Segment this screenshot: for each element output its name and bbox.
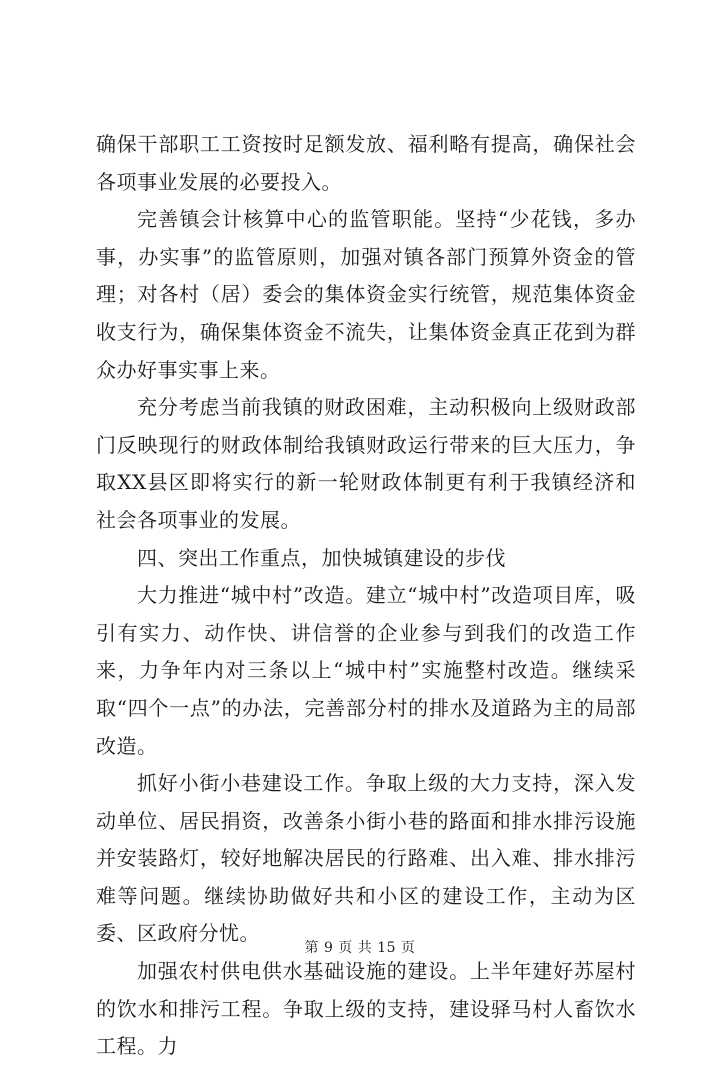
paragraph-6: 加强农村供电供水基础设施的建设。上半年建好苏屋村的饮水和排污工程。争取上级的支持，建设驿马村人畜饮水工程。力 xyxy=(96,959,636,1059)
paragraph-3: 充分考虑当前我镇的财政困难，主动积极向上级财政部门反映现行的财政体制给我镇财政运行带来的巨大压力，争取XX县区即将实行的新一轮财政体制更有利于我镇经济和社会各项事业的发展。 xyxy=(96,395,636,532)
document-body xyxy=(96,126,636,1066)
paragraph-4: 大力推进“城中村”改造。建立“城中村”改造项目库，吸引有实力、动作快、讲信誉的企业参与到我们的改造工作来，力争年内对三条以上“城中村”实施整村改造。继续采取“四个一点”的办法，完善部分村的排水及道路为主的局部改造。 xyxy=(96,583,636,758)
paragraph-5: 抓好小街小巷建设工作。争取上级的大力支持，深入发动单位、居民捐资，改善条小街小巷的路面和排水排污设施并安装路灯，较好地解决居民的行路难、出入难、排水排污难等问题。继续协助做好共和小区的建设工作，主动为区委、区政府分忧。 xyxy=(96,771,636,946)
section-heading: 四、突出工作重点，加快城镇建设的步伐 xyxy=(137,545,506,570)
paragraph-1: 确保干部职工工资按时足额发放、福利略有提高，确保社会各项事业发展的必要投入。 xyxy=(96,132,636,194)
page-number-footer: 第 9 页 共 15 页 xyxy=(304,940,416,956)
paragraph-2: 完善镇会计核算中心的监管职能。坚持“少花钱，多办事，办实事”的监管原则，加强对镇各部门预算外资金的管理；对各村（居）委会的集体资金实行统管，规范集体资金收支行为，确保集体资金不流失，让集体资金真正花到为群众办好事实事上来。 xyxy=(96,207,636,382)
